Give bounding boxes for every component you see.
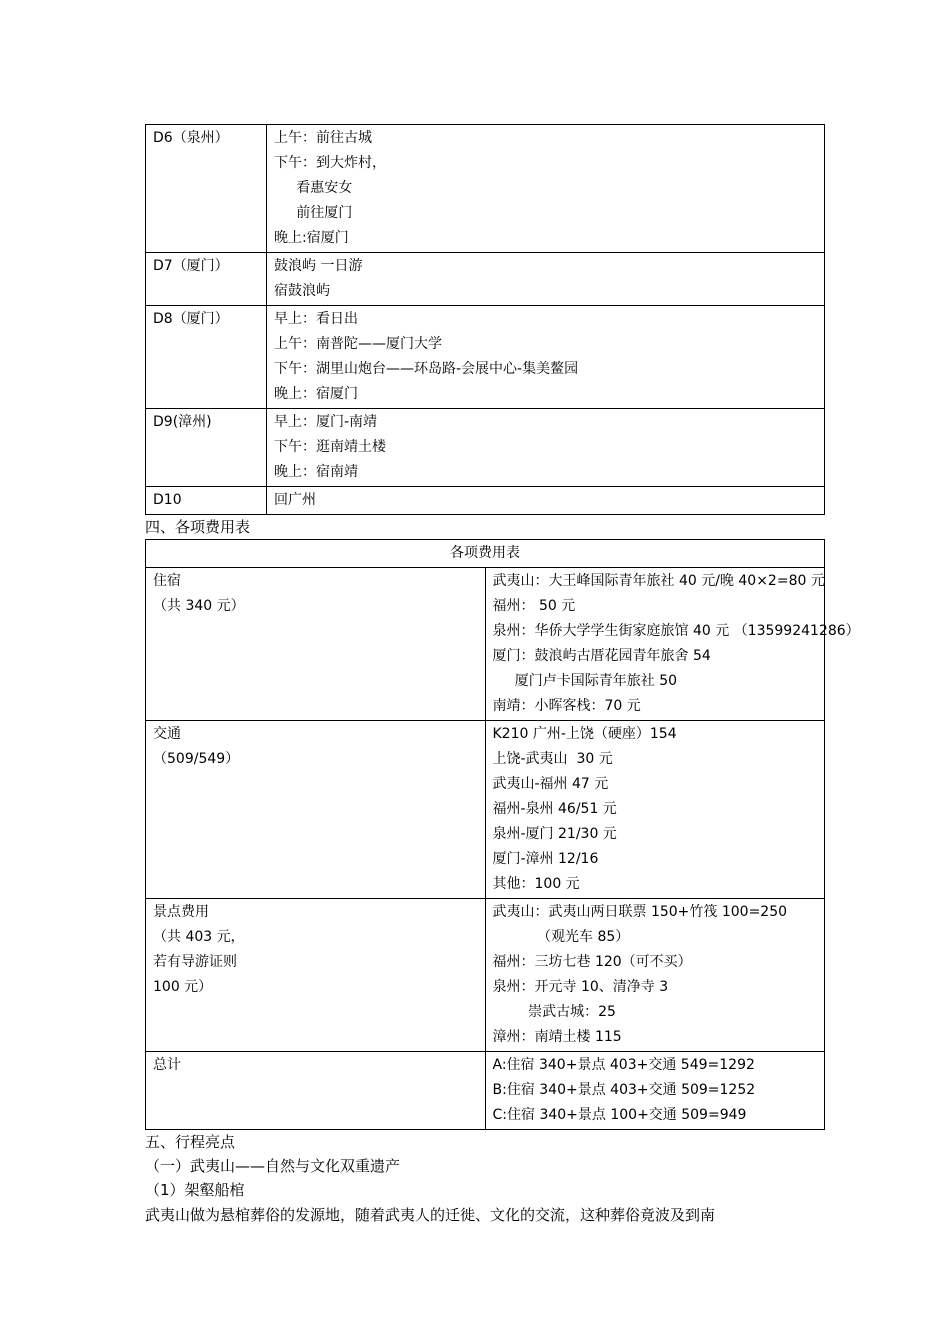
cost-detail-line: 武夷山：大王峰国际青年旅社 40 元/晚 40×2=80 元 [492, 573, 825, 589]
itinerary-plan-cell [267, 409, 825, 487]
itinerary-row [146, 409, 825, 487]
cost-detail-line: 武夷山-福州 47 元 [492, 776, 609, 792]
cost-detail-line: 厦门-漳州 12/16 [492, 851, 599, 867]
cost-category-line: 总计 [153, 1057, 181, 1073]
cost-category-line: 若有导游证则 [153, 954, 237, 970]
itinerary-plan-line: 晚上：宿南靖 [274, 464, 358, 480]
itinerary-plan-line: 宿鼓浪屿 [274, 283, 330, 299]
cost-category-line: 交通 [153, 726, 181, 742]
itinerary-plan-line: 早上：厦门-南靖 [274, 414, 378, 430]
itinerary-row [146, 125, 825, 253]
itinerary-plan-line: 看惠安女 [274, 180, 353, 196]
cost-detail-line: C:住宿 340+景点 100+交通 509=949 [492, 1107, 747, 1123]
itinerary-day-cell: D9(漳州) [146, 409, 267, 487]
itinerary-plan-line: 下午：到大炸村， [274, 155, 386, 171]
cost-row [146, 899, 825, 1052]
itinerary-day-cell: D8（厦门） [146, 306, 267, 409]
subsubsection-heading: （1）架壑船棺 [145, 1181, 245, 1199]
cost-detail-line: 福州：三坊七巷 120（可不买） [492, 954, 692, 970]
cost-detail-line: 崇武古城：25 [492, 1004, 616, 1020]
cost-detail-line: 上饶-武夷山 30 元 [492, 751, 613, 767]
cost-category-cell [146, 721, 486, 899]
cost-detail-line: A:住宿 340+景点 403+交通 549=1292 [492, 1057, 755, 1073]
itinerary-row [146, 253, 825, 306]
cost-detail-line: 福州-泉州 46/51 元 [492, 801, 617, 817]
cost-category-line: 100 元） [153, 979, 213, 995]
itinerary-row [146, 487, 825, 515]
itinerary-plan-line: 下午：逛南靖土楼 [274, 439, 386, 455]
cost-category-cell [146, 568, 486, 721]
cost-row [146, 568, 825, 721]
itinerary-plan-line: 回广州 [274, 492, 316, 508]
cost-category-line: （共 340 元） [153, 598, 245, 614]
cost-category-cell [146, 899, 486, 1052]
cost-detail-line: 漳州：南靖土楼 115 [492, 1029, 622, 1045]
itinerary-row [146, 306, 825, 409]
cost-detail-cell [485, 568, 860, 721]
cost-category-line: 景点费用 [153, 904, 209, 920]
cost-detail-line: 厦门卢卡国际青年旅社 50 [492, 673, 678, 689]
cost-category-cell [146, 1052, 486, 1130]
cost-detail-line: 福州： 50 元 [492, 598, 576, 614]
cost-detail-line: K210 广州-上饶（硬座）154 [492, 726, 677, 742]
cost-table-caption-row [146, 540, 825, 568]
cost-detail-line: 泉州-厦门 21/30 元 [492, 826, 617, 842]
cost-table [145, 539, 860, 1130]
cost-detail-line: 其他：100 元 [492, 876, 580, 892]
itinerary-plan-line: 鼓浪屿 一日游 [274, 258, 363, 274]
cost-detail-cell [485, 899, 825, 1052]
cost-detail-line: 南靖：小晖客栈：70 元 [492, 698, 641, 714]
document-page [145, 124, 860, 1228]
itinerary-plan-line: 上午：前往古城 [274, 130, 372, 146]
cost-row [146, 721, 825, 899]
cost-detail-cell [485, 1052, 825, 1130]
section-five-heading: 五、行程亮点 [145, 1133, 236, 1151]
itinerary-plan-line: 早上：看日出 [274, 311, 358, 327]
itinerary-plan-line: 晚上:宿厦门 [274, 230, 349, 246]
cost-detail-line: （观光车 85） [492, 929, 630, 945]
cost-category-line: （共 403 元， [153, 929, 245, 945]
itinerary-plan-line: 下午：湖里山炮台——环岛路-会展中心-集美鳌园 [274, 361, 579, 377]
itinerary-plan-cell [267, 253, 825, 306]
itinerary-plan-line: 前往厦门 [274, 205, 353, 221]
itinerary-plan-cell [267, 306, 825, 409]
itinerary-day-cell: D10 [146, 487, 267, 515]
cost-row [146, 1052, 825, 1130]
cost-detail-line: 武夷山：武夷山两日联票 150+竹筏 100=250 [492, 904, 788, 920]
cost-table-caption: 各项费用表 [146, 540, 825, 568]
cost-detail-line: B:住宿 340+景点 403+交通 509=1252 [492, 1082, 756, 1098]
cost-detail-cell [485, 721, 825, 899]
itinerary-day-cell: D6（泉州） [146, 125, 267, 253]
section-four-heading: 四、各项费用表 [145, 518, 251, 536]
itinerary-table [145, 124, 825, 515]
cost-category-line: （509/549） [153, 751, 240, 767]
itinerary-plan-cell [267, 125, 825, 253]
itinerary-plan-line: 晚上：宿厦门 [274, 386, 358, 402]
body-paragraph: 武夷山做为悬棺葬俗的发源地，随着武夷人的迁徙、文化的交流，这种葬俗竟波及到南 [145, 1206, 716, 1224]
itinerary-day-cell: D7（厦门） [146, 253, 267, 306]
cost-detail-line: 厦门：鼓浪屿古厝花园青年旅舍 54 [492, 648, 711, 664]
subsection-heading: （一）武夷山——自然与文化双重遗产 [145, 1157, 401, 1175]
itinerary-plan-cell [267, 487, 825, 515]
itinerary-plan-line: 上午：南普陀——厦门大学 [274, 336, 442, 352]
cost-category-line: 住宿 [153, 573, 181, 589]
cost-detail-line: 泉州：开元寺 10、清净寺 3 [492, 979, 669, 995]
cost-detail-line: 泉州：华侨大学学生街家庭旅馆 40 元 （13599241286） [492, 623, 860, 639]
